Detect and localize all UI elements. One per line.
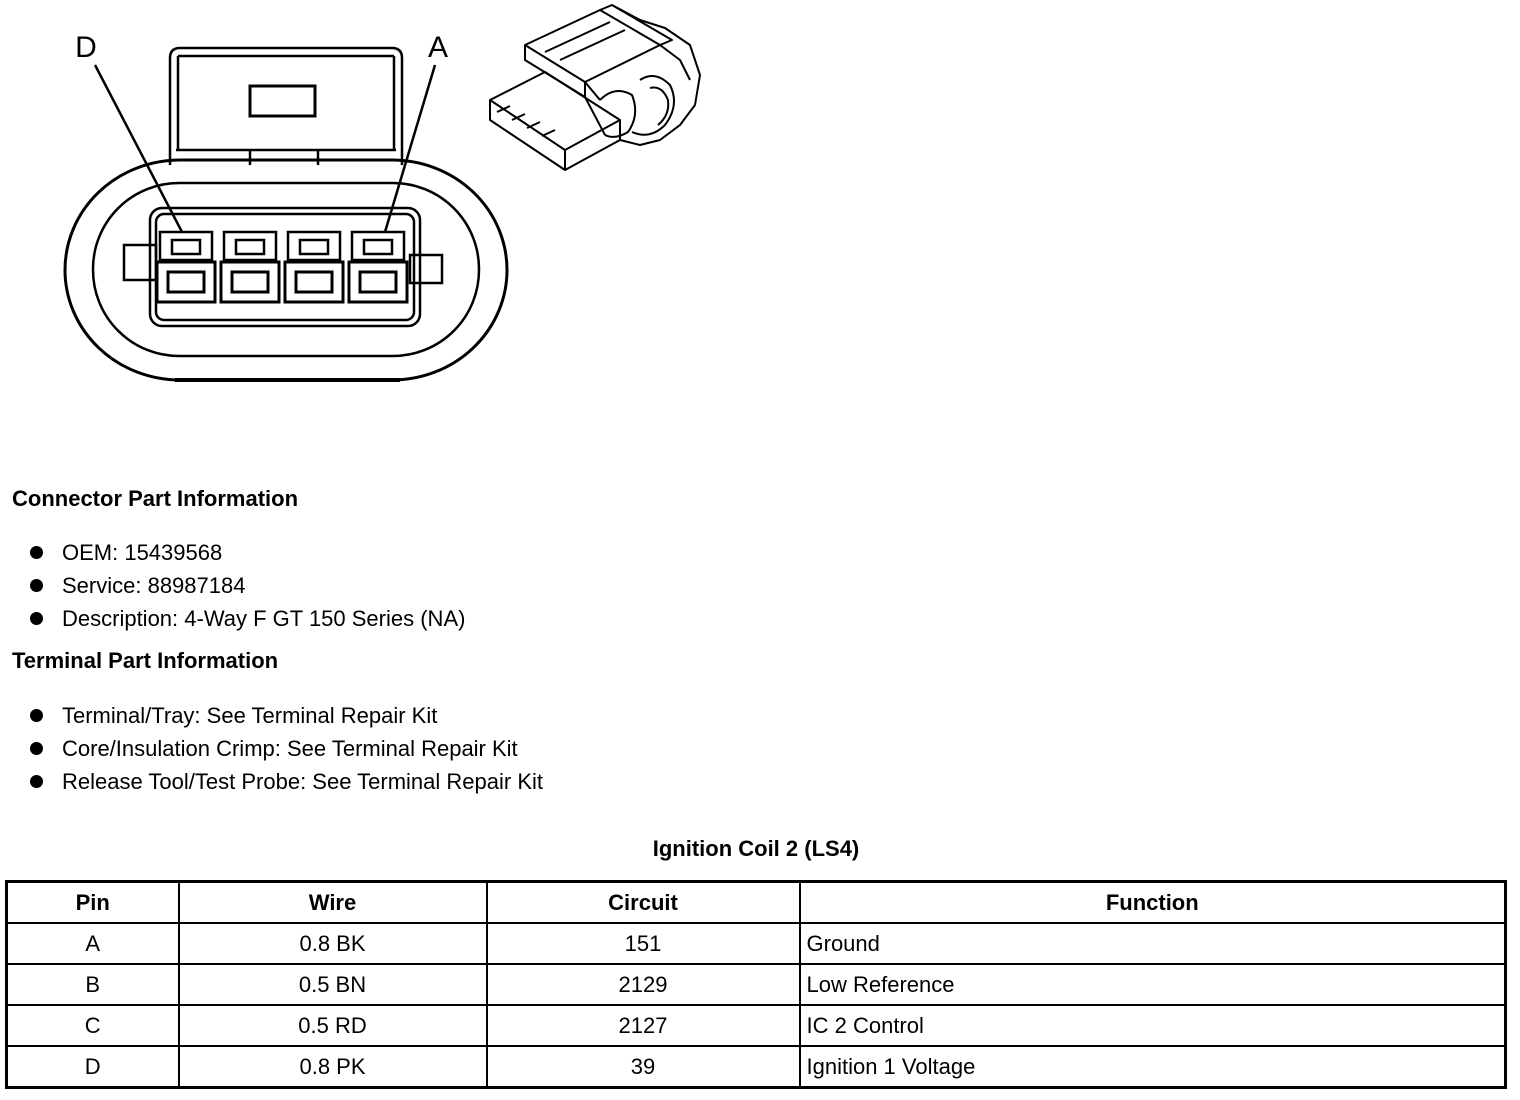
cell-wire: 0.5 RD	[179, 1005, 487, 1046]
cell-wire: 0.8 PK	[179, 1046, 487, 1088]
table-row	[7, 1005, 1506, 1046]
cell-wire: 0.8 BK	[179, 923, 487, 964]
cell-circuit: 39	[487, 1046, 800, 1088]
cell-function: IC 2 Control	[800, 1005, 1506, 1046]
list-item: Description: 4-Way F GT 150 Series (NA)	[30, 602, 465, 635]
column-header-wire: Wire	[179, 882, 487, 924]
connector-info-heading: Connector Part Information	[12, 486, 299, 511]
cell-pin: C	[7, 1005, 179, 1046]
list-item: Terminal/Tray: See Terminal Repair Kit	[30, 699, 543, 732]
bullet-icon	[30, 709, 43, 722]
connector-iso-view	[490, 5, 700, 170]
table-row	[7, 964, 1506, 1005]
pin-label-a: A	[427, 31, 449, 64]
cell-wire: 0.5 BN	[179, 964, 487, 1005]
bullet-icon	[30, 775, 43, 788]
cell-circuit: 2127	[487, 1005, 800, 1046]
list-item: Release Tool/Test Probe: See Terminal Repair Kit	[30, 765, 543, 798]
latch-window	[250, 86, 315, 116]
bullet-icon	[30, 546, 43, 559]
list-item: Service: 88987184	[30, 569, 465, 602]
table-title: Ignition Coil 2 (LS4)	[652, 836, 860, 861]
column-header-circuit: Circuit	[487, 882, 800, 924]
connector-latch	[170, 48, 402, 165]
terminal-row-upper	[160, 232, 404, 260]
cell-function: Ground	[800, 923, 1506, 964]
list-item: Core/Insulation Crimp: See Terminal Repair Kit	[30, 732, 543, 765]
bullet-icon	[30, 579, 43, 592]
list-item: OEM: 15439568	[30, 536, 465, 569]
cell-circuit: 151	[487, 923, 800, 964]
cell-pin: B	[7, 964, 179, 1005]
bullet-icon	[30, 742, 43, 755]
pinout-table	[5, 880, 1507, 1089]
cell-function: Low Reference	[800, 964, 1506, 1005]
pin-label-d: D	[75, 31, 97, 64]
cell-pin: D	[7, 1046, 179, 1088]
terminal-info-heading: Terminal Part Information	[12, 648, 279, 673]
table-row	[7, 1046, 1506, 1088]
cell-circuit: 2129	[487, 964, 800, 1005]
connector-diagram	[0, 0, 720, 400]
bullet-icon	[30, 612, 43, 625]
terminal-row-lower	[157, 262, 407, 302]
terminal-info-list	[30, 699, 543, 798]
cell-function: Ignition 1 Voltage	[800, 1046, 1506, 1088]
cell-pin: A	[7, 923, 179, 964]
connector-info-list	[30, 536, 465, 635]
table-row	[7, 923, 1506, 964]
column-header-function: Function	[800, 882, 1506, 924]
table-header-row	[7, 882, 1506, 924]
column-header-pin: Pin	[7, 882, 179, 924]
